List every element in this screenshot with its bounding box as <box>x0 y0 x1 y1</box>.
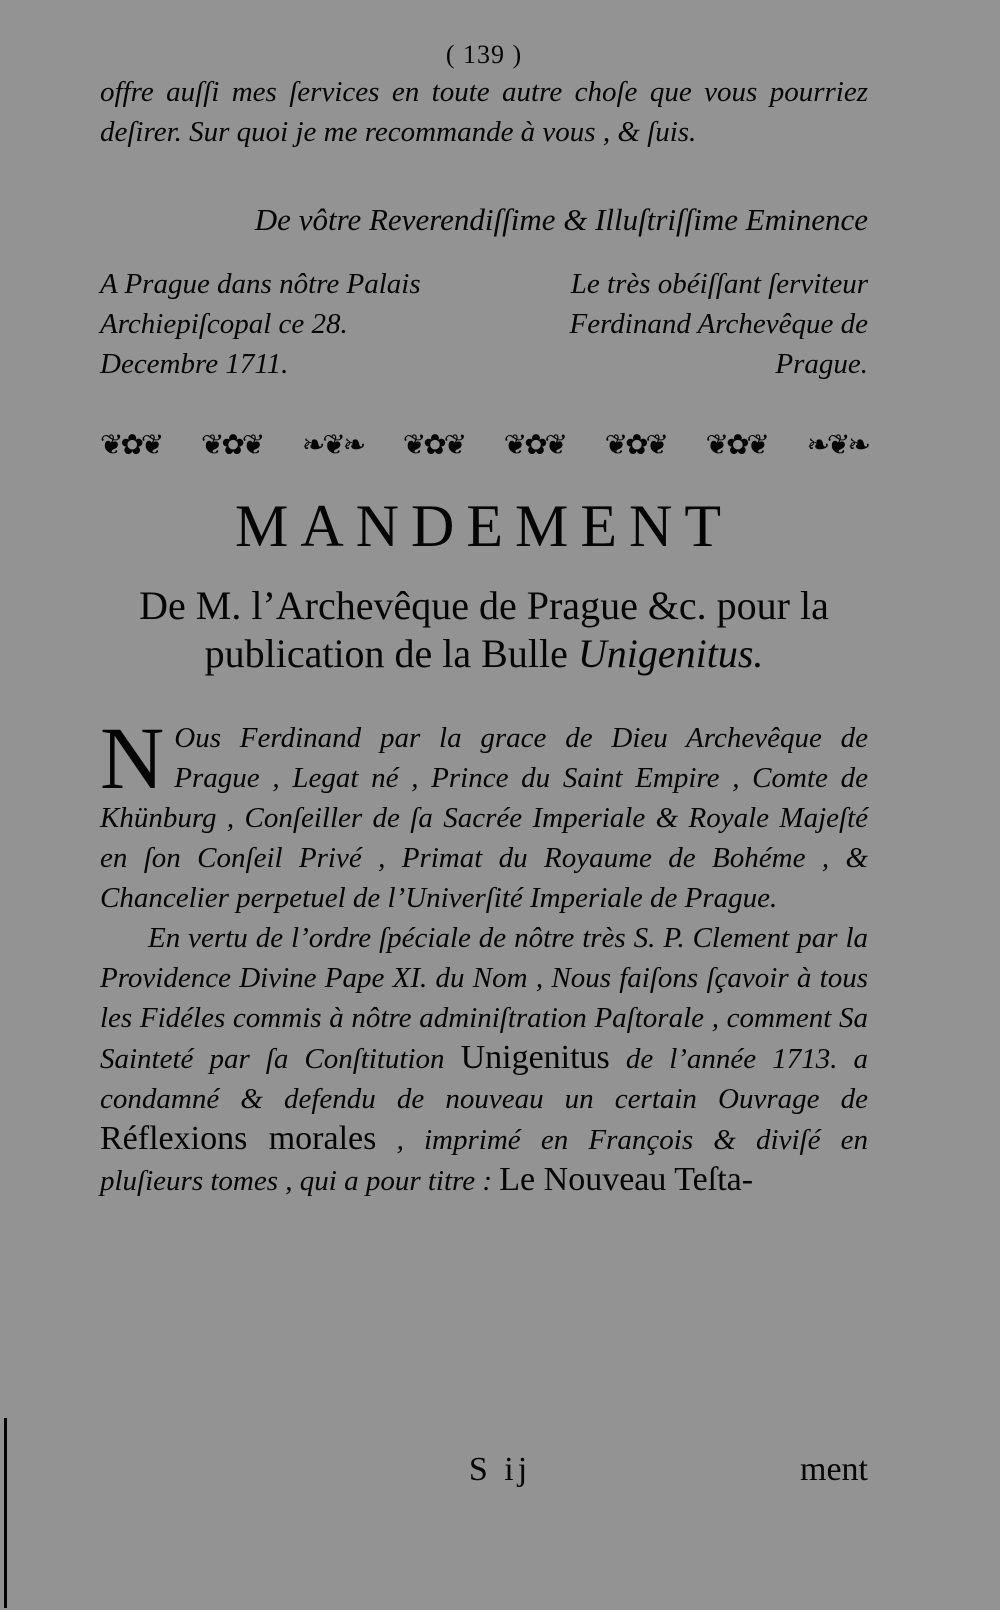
fleuron-icon: ❦✿❦ <box>402 427 465 461</box>
drop-cap: N <box>100 710 165 808</box>
catchword-line <box>0 1450 1000 1490</box>
fleuron-icon: ❦✿❦ <box>503 427 566 461</box>
catchword: ment <box>800 1451 868 1488</box>
page-number: ( 139 ) <box>445 40 523 69</box>
signature-mark: S ij <box>468 1451 532 1488</box>
signature-salutation: De vôtre Reverendiſſime & Illuſtriſſime Eminence <box>254 202 868 237</box>
work-title: Le Nouveau Teſta- <box>499 1161 754 1198</box>
opening-paragraph-text: Ous Ferdinand par la grace de Dieu Archevêque de Prague , Legat né , Prince du Saint Empire , Comte de Khünburg , Conſeiller de ſa Sacrée Imperiale & Royale Majeſté en ſon Conſeil Privé , Primat du Royaume de Bohéme , & Chancelier perpetuel de l’Univerſité Imperiale de Prague. <box>100 722 868 914</box>
body-paragraph <box>100 918 868 1201</box>
mandement-body <box>100 710 869 1201</box>
margin-line <box>4 1418 7 1608</box>
subtitle-text: De M. l’Archevêque de Prague &c. pour la publication de la Bulle <box>139 583 829 676</box>
fleuron-icon: ❦✿❦ <box>705 427 768 461</box>
bull-name: Unigenitus <box>460 1039 610 1076</box>
document-title: MANDEMENT <box>235 493 733 559</box>
printer-ornament <box>100 427 868 461</box>
signature-block <box>100 264 868 384</box>
fleuron-icon: ❧❦❧ <box>301 427 364 461</box>
letter-closing-paragraph: offre auſſi mes ſervices en toute autre choſe que vous pourriez deſirer. Sur quoi je me recommande à vous , & ſuis. <box>100 76 868 148</box>
book-title: Réflexions morales <box>100 1120 377 1157</box>
fleuron-icon: ❦✿❦ <box>100 427 162 461</box>
body-text-part-2: de l’année 1713. a condamné & defendu de nouveau un certain Ouvrage de <box>100 1043 868 1115</box>
fleuron-icon: ❦✿❦ <box>604 427 667 461</box>
subtitle-emphasis: Unigenitus. <box>577 631 764 676</box>
place-and-date: A Prague dans nôtre Palais Archiepiſcopal ce 28. Decembre 1711. <box>100 268 421 380</box>
opening-paragraph <box>100 710 868 918</box>
signer-name: Le très obéiſſant ſerviteur Ferdinand Archevêque de Prague. <box>569 268 868 380</box>
fleuron-icon: ❦✿❦ <box>200 427 263 461</box>
fleuron-icon: ❧❦❧ <box>806 427 868 461</box>
body-text-part-3: , imprimé en François & diviſé en pluſieurs tomes , qui a pour titre : <box>100 1124 869 1197</box>
document-subtitle <box>100 582 868 678</box>
body-text-part-1: En vertu de l’ordre ſpéciale de nôtre très S. P. Clement par la Providence Divine Pape XI. du Nom , Nous faiſons ſçavoir à tous les Fidéles commis à nôtre adminiſtration Paſtorale , comment Sa Sainteté par ſa Conſtitution <box>100 922 868 1075</box>
